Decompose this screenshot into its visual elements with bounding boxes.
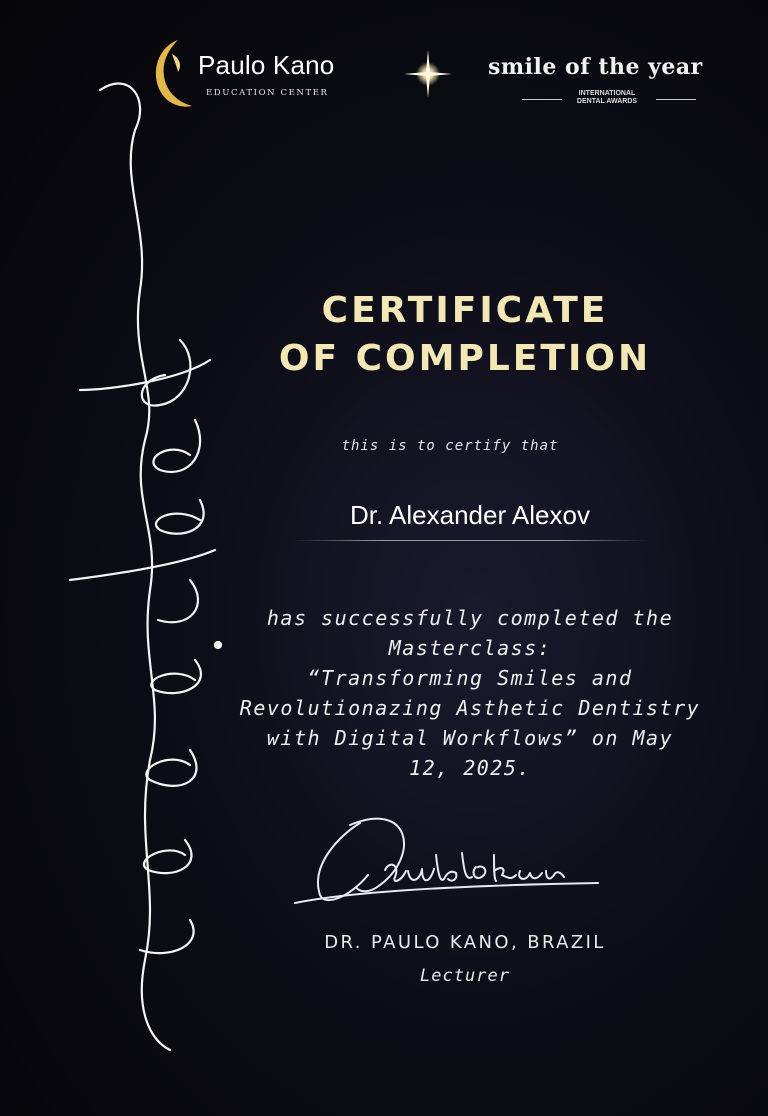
- body-line: with Digital Workflows” on May: [266, 726, 674, 750]
- signer-name: DR. PAULO KANO, BRAZIL: [324, 932, 606, 953]
- smile-of-the-year-logo: [488, 54, 738, 114]
- recipient-name: Dr. Alexander Alexov: [350, 500, 590, 530]
- lecturer-signature: [280, 795, 610, 925]
- body-line: Revolutionazing Asthetic Dentistry: [239, 696, 701, 720]
- award-subtitle-line2: DENTAL AWARDS: [576, 98, 638, 105]
- completion-statement: [222, 603, 718, 783]
- award-title: smile of the year: [488, 54, 703, 80]
- body-line: has successfully completed the: [266, 606, 674, 630]
- signer-role: Lecturer: [420, 966, 510, 986]
- body-line: “Transforming Smiles and: [307, 666, 633, 690]
- logo-subtitle: EDUCATION CENTER: [206, 88, 329, 98]
- award-divider-left: [522, 99, 562, 100]
- certificate-script-lettering: [40, 60, 240, 1060]
- award-divider-right: [656, 99, 696, 100]
- name-underline: [292, 540, 648, 541]
- body-line: Masterclass:: [388, 636, 552, 660]
- logo-name: Paulo Kano: [198, 50, 335, 80]
- paulo-kano-logo: [148, 36, 368, 106]
- title-line-1: CERTIFICATE: [321, 290, 609, 331]
- award-subtitle-line1: INTERNATIONAL: [578, 90, 636, 97]
- paulo-kano-mark-icon: [148, 36, 194, 110]
- certify-text: this is to certify that: [341, 438, 559, 454]
- body-line: 12, 2025.: [409, 756, 531, 780]
- sparkle-icon: [402, 48, 454, 100]
- award-subtitle: [562, 90, 652, 106]
- title-line-2: OF COMPLETION: [278, 338, 652, 379]
